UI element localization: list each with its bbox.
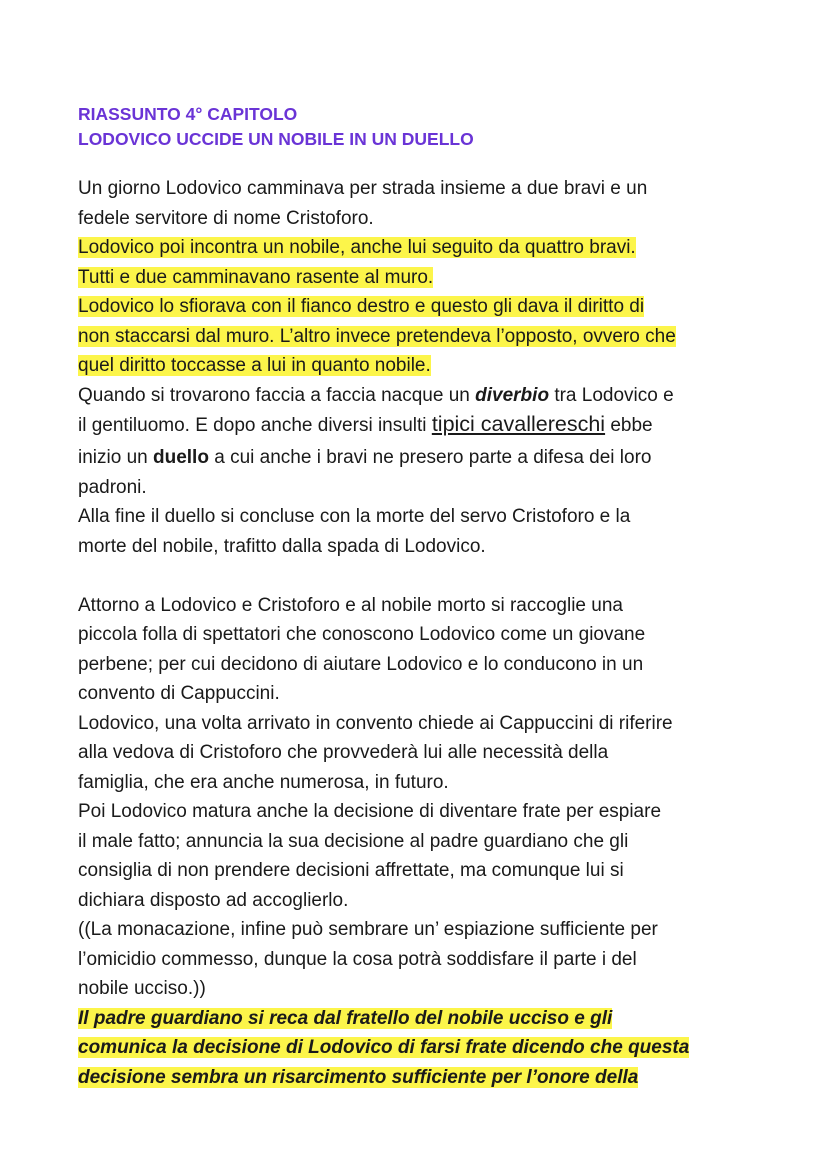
- text-segment: il gentiluomo. E dopo anche diversi insulti: [78, 415, 432, 436]
- text-line: morte del nobile, trafitto dalla spada di Lodovico.: [78, 535, 486, 557]
- text-line: Alla fine il duello si concluse con la morte del servo Cristoforo e la: [78, 506, 631, 527]
- text-segment: ebbe: [605, 415, 653, 436]
- title-line-1: RIASSUNTO 4° CAPITOLO: [78, 104, 298, 124]
- text-line: perbene; per cui decidono di aiutare Lodovico e lo conducono in un: [78, 653, 644, 675]
- title-line-2: LODOVICO UCCIDE UN NOBILE IN UN DUELLO: [78, 129, 474, 149]
- text-line: dichiara disposto ad accoglierlo.: [78, 889, 349, 911]
- highlighted-text-line: decisione sembra un risarcimento sufficiente per l’onore della: [78, 1066, 639, 1088]
- text-line: Lodovico, una volta arrivato in convento chiede ai Cappuccini di riferire: [78, 712, 673, 734]
- highlighted-text-line: quel diritto toccasse a lui in quanto nobile.: [78, 355, 431, 376]
- highlighted-text-line: Tutti e due camminavano rasente al muro.: [78, 266, 434, 288]
- highlighted-text-line: Lodovico poi incontra un nobile, anche lui seguito da quattro bravi.: [78, 237, 636, 258]
- underlined-phrase: tipici cavallereschi: [431, 412, 606, 436]
- text-segment: Quando si trovarono faccia a faccia nacque un: [78, 384, 476, 406]
- text-segment: tra Lodovico e: [549, 384, 674, 406]
- text-line: consiglia di non prendere decisioni affrettate, ma comunque lui si: [78, 860, 624, 881]
- text-line: padroni.: [78, 476, 147, 498]
- document-body: [78, 174, 778, 1092]
- text-line: ((La monacazione, infine può sembrare un’ espiazione sufficiente per: [78, 919, 658, 940]
- text-line: fedele servitore di nome Cristoforo.: [78, 207, 374, 229]
- text-line: piccola folla di spettatori che conoscono Lodovico come un giovane: [78, 624, 646, 645]
- emphasis-duello: duello: [153, 447, 209, 468]
- highlighted-text-line: Il padre guardiano si reca dal fratello del nobile ucciso e gli: [78, 1007, 613, 1029]
- text-line: [78, 410, 778, 443]
- text-line: alla vedova di Cristoforo che provvederà lui alle necessità della: [78, 742, 609, 763]
- text-line: l’omicidio commesso, dunque la cosa potrà soddisfare il parte i del: [78, 948, 637, 970]
- document-title: [78, 102, 778, 152]
- highlighted-text-line: non staccarsi dal muro. L’altro invece pretendeva l’opposto, ovvero che: [78, 325, 676, 347]
- text-line: famiglia, che era anche numerosa, in futuro.: [78, 771, 449, 793]
- emphasis-diverbio: diverbio: [475, 384, 550, 406]
- paragraph-spacer: [78, 561, 778, 591]
- text-segment: inizio un: [78, 447, 153, 468]
- text-line: Attorno a Lodovico e Cristoforo e al nobile morto si raccoglie una: [78, 594, 623, 616]
- text-line: il male fatto; annuncia la sua decisione al padre guardiano che gli: [78, 830, 629, 852]
- text-line: nobile ucciso.)): [78, 978, 206, 999]
- text-line: Poi Lodovico matura anche la decisione di diventare frate per espiare: [78, 801, 662, 822]
- document-page: [78, 102, 778, 1092]
- text-segment: a cui anche i bravi ne presero parte a difesa dei loro: [208, 447, 652, 468]
- text-line: Un giorno Lodovico camminava per strada insieme a due bravi e un: [78, 178, 648, 199]
- highlighted-text-line: Lodovico lo sfiorava con il fianco destro e questo gli dava il diritto di: [78, 296, 645, 317]
- highlighted-text-line: comunica la decisione di Lodovico di farsi frate dicendo che questa: [78, 1037, 690, 1058]
- text-line: [78, 443, 778, 473]
- text-line: convento di Cappuccini.: [78, 683, 280, 704]
- text-line: [78, 381, 778, 411]
